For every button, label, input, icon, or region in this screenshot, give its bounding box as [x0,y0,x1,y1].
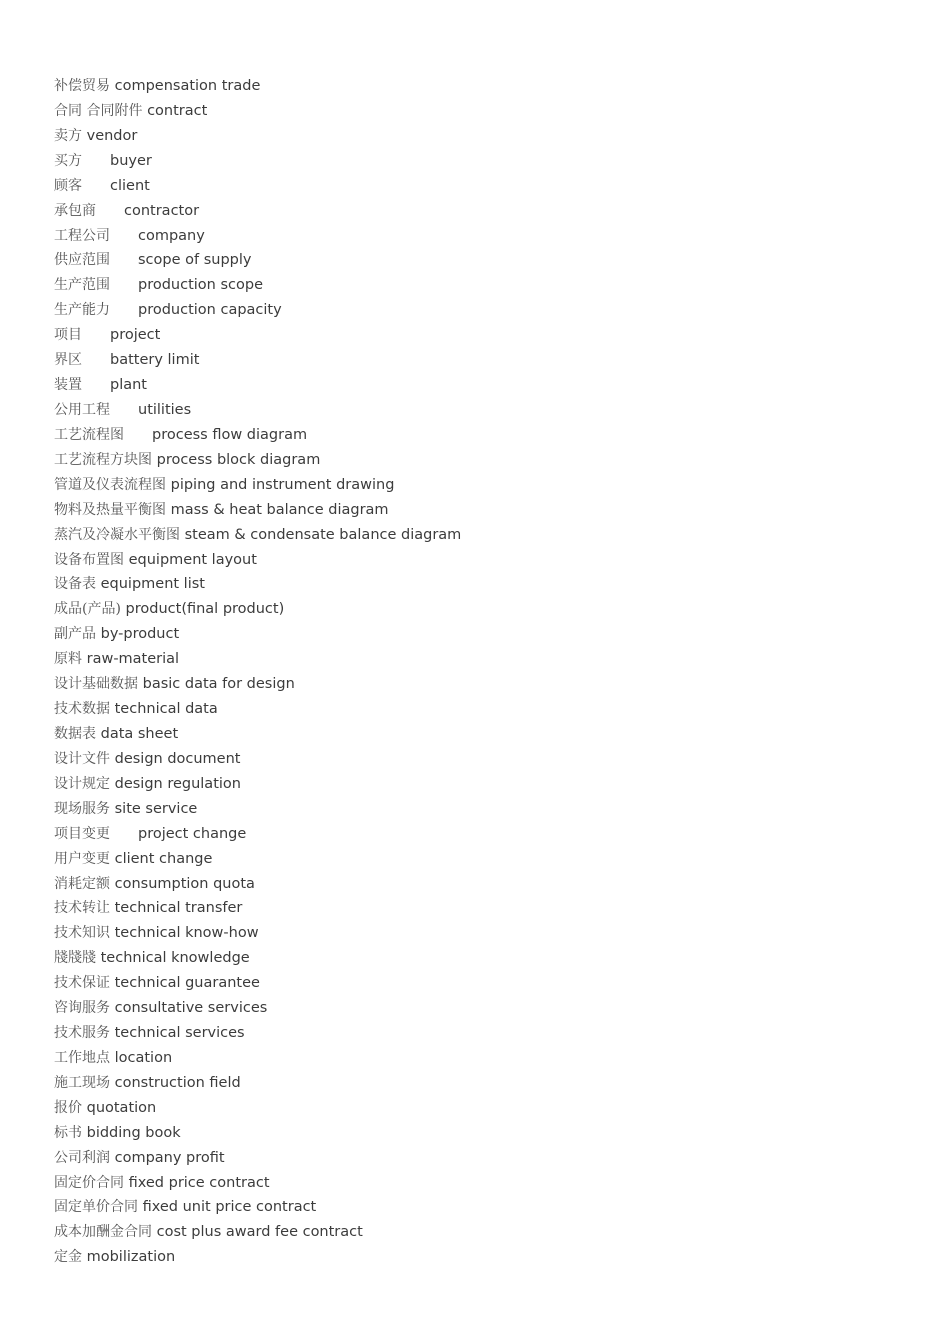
term-english: scope of supply [138,252,252,269]
term-chinese: 公用工程 [54,401,110,418]
glossary-entry [54,126,914,151]
term-chinese: 定金 [54,1249,82,1266]
term-english: company profit [114,1149,225,1166]
term-english: company [138,227,205,244]
term-chinese: 界区 [54,352,82,369]
term-english: technical knowledge [100,950,250,967]
term-chinese: 项目变更 [54,825,110,842]
term-english: quotation [86,1099,157,1116]
glossary-entry [54,1173,914,1198]
glossary-entry [54,151,914,176]
glossary-entry [54,1123,914,1148]
glossary-entry [54,849,914,874]
term-english: equipment layout [128,551,257,568]
term-english: process flow diagram [152,426,308,443]
glossary-entry [54,699,914,724]
glossary-entry [54,948,914,973]
glossary-entry [54,425,914,450]
glossary-entry [54,226,914,251]
glossary-entry [54,1098,914,1123]
term-chinese: 设计规定 [54,775,110,792]
term-chinese: 买方 [54,152,82,169]
term-chinese: 设备表 [54,576,96,593]
term-english: contract [147,102,208,119]
glossary-entry [54,525,914,550]
glossary-entry [54,874,914,899]
term-chinese: 牋牋牋 [54,950,96,967]
term-chinese: 消耗定额 [54,875,110,892]
term-english: location [114,1049,173,1066]
term-chinese: 副产品 [54,626,96,643]
term-english: consultative services [114,1000,268,1017]
term-english: utilities [138,401,192,418]
term-chinese: 生产范围 [54,277,110,294]
term-english: production capacity [138,302,282,319]
glossary-entry [54,898,914,923]
glossary-entry [54,1197,914,1222]
term-english: battery limit [110,352,200,369]
term-english: construction field [114,1074,241,1091]
term-chinese: 施工现场 [54,1074,110,1091]
glossary-entry [54,400,914,425]
term-english: technical know-how [114,925,259,942]
term-english: buyer [110,152,152,169]
term-chinese: 数据表 [54,725,96,742]
term-english: design regulation [114,775,241,792]
glossary-entry [54,1048,914,1073]
term-chinese: 顾客 [54,177,82,194]
term-chinese: 技术数据 [54,701,110,718]
glossary-entry [54,350,914,375]
term-english: client change [114,850,213,867]
term-english: product(final product) [125,601,285,618]
term-chinese: 技术服务 [54,1025,110,1042]
term-chinese: 项目 [54,327,82,344]
term-chinese: 合同 合同附件 [54,102,143,119]
glossary-entry [54,275,914,300]
glossary-entry [54,799,914,824]
term-english: bidding book [86,1124,181,1141]
term-chinese: 固定价合同 [54,1174,124,1191]
glossary-entry [54,500,914,525]
glossary-entry [54,450,914,475]
glossary-entry [54,1023,914,1048]
term-english: equipment list [100,576,205,593]
term-chinese: 现场服务 [54,800,110,817]
term-english: steam & condensate balance diagram [184,526,462,543]
term-chinese: 成品(产品) [54,601,121,618]
term-chinese: 报价 [54,1099,82,1116]
term-chinese: 公司利润 [54,1149,110,1166]
glossary-entry [54,574,914,599]
term-english: technical services [114,1025,245,1042]
term-chinese: 标书 [54,1124,82,1141]
term-english: plant [110,377,147,394]
glossary-entry [54,923,914,948]
term-chinese: 技术转让 [54,900,110,917]
term-english: production scope [138,277,263,294]
term-english: compensation trade [114,78,261,94]
term-chinese: 承包商 [54,202,96,219]
glossary-entry [54,973,914,998]
term-chinese: 补偿贸易 [54,78,110,94]
glossary-entry [54,1222,914,1247]
term-english: by-product [100,626,180,643]
term-english: project change [138,825,247,842]
term-english: technical data [114,701,218,718]
glossary-entry [54,176,914,201]
term-english: site service [114,800,198,817]
term-english: mobilization [86,1249,176,1266]
glossary-page [54,76,914,1272]
glossary-entry [54,724,914,749]
glossary-entry [54,1073,914,1098]
term-chinese: 管道及仪表流程图 [54,476,166,493]
term-chinese: 蒸汽及冷凝水平衡图 [54,526,180,543]
term-english: fixed unit price contract [142,1199,317,1216]
term-chinese: 工程公司 [54,227,110,244]
term-english: consumption quota [114,875,255,892]
glossary-entry [54,550,914,575]
term-chinese: 技术保证 [54,975,110,992]
term-chinese: 工艺流程图 [54,426,124,443]
glossary-entry [54,749,914,774]
term-chinese: 生产能力 [54,302,110,319]
term-chinese: 卖方 [54,127,82,144]
term-english: piping and instrument drawing [170,476,395,493]
term-chinese: 工艺流程方块图 [54,451,152,468]
term-english: design document [114,750,241,767]
term-chinese: 设计基础数据 [54,676,138,693]
glossary-entry [54,674,914,699]
term-chinese: 设计文件 [54,750,110,767]
term-chinese: 原料 [54,651,82,668]
glossary-entry [54,649,914,674]
term-english: mass & heat balance diagram [170,501,389,518]
glossary-entry [54,824,914,849]
glossary-entry [54,76,914,101]
term-english: technical transfer [114,900,243,917]
term-english: data sheet [100,725,179,742]
term-english: process block diagram [156,451,321,468]
term-chinese: 固定单价合同 [54,1199,138,1216]
term-chinese: 工作地点 [54,1049,110,1066]
term-english: fixed price contract [128,1174,270,1191]
glossary-list [54,76,914,1272]
term-chinese: 设备布置图 [54,551,124,568]
term-english: project [110,327,161,344]
term-chinese: 用户变更 [54,850,110,867]
glossary-entry [54,101,914,126]
glossary-entry [54,475,914,500]
glossary-entry [54,599,914,624]
term-english: contractor [124,202,200,219]
glossary-entry [54,325,914,350]
glossary-entry [54,624,914,649]
term-chinese: 物料及热量平衡图 [54,501,166,518]
term-english: basic data for design [142,676,295,693]
term-english: technical guarantee [114,975,260,992]
glossary-entry [54,774,914,799]
term-english: raw-material [86,651,180,668]
term-chinese: 装置 [54,377,82,394]
glossary-entry [54,1148,914,1173]
term-chinese: 成本加酬金合同 [54,1224,152,1241]
term-english: client [110,177,150,194]
term-chinese: 咨询服务 [54,1000,110,1017]
term-chinese: 供应范围 [54,252,110,269]
term-english: cost plus award fee contract [156,1224,363,1241]
glossary-entry [54,998,914,1023]
glossary-entry [54,250,914,275]
glossary-entry [54,300,914,325]
term-english: vendor [86,127,138,144]
glossary-entry [54,375,914,400]
glossary-entry [54,201,914,226]
term-chinese: 技术知识 [54,925,110,942]
glossary-entry [54,1247,914,1272]
